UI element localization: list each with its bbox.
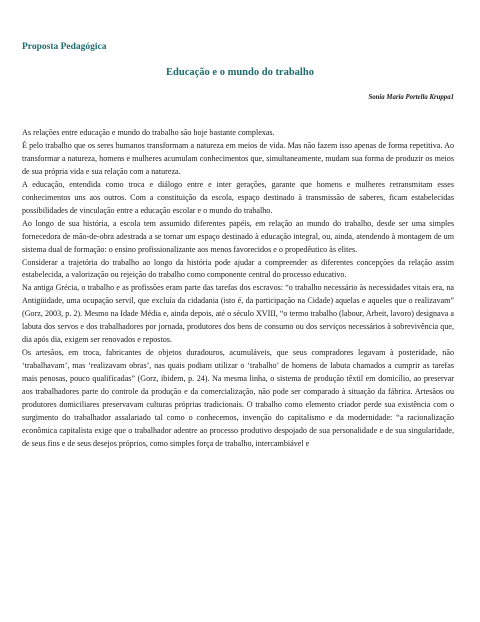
paragraph: É pelo trabalho que os seres humanos transformam a natureza em meios de vida. Mas não fazem isso apenas de forma repetitiva. Ao transformar a natureza, homens e mulheres acumulam conhecimentos que, simultaneamente, mudam sua forma de produzir os meios de sua própria vida e sua relação com a natureza. [22, 140, 454, 176]
section-label: Proposta Pedagógica [22, 42, 107, 52]
document-body [22, 127, 454, 451]
paragraph: A educação, entendida como troca e diálogo entre e inter gerações, garante que homens e mulheres retransmitam esses conhecimentos uns aos outros. Com a constituição da escola, espaço destinado à transmissão de saberes, ficam estabelecidas possibilidades de vinculação entre a educação escolar e o mundo do trabalho. [22, 179, 454, 215]
paragraph: Na antiga Grécia, o trabalho e as profissões eram parte das tarefas dos escravos: “o trabalho necessário às necessidades vitais era, na Antigüidade, uma ocupação servil, que excluía da cidadania (isto é, da participação na Cidade) aquelas e aqueles que o realizavam” (Gorz, 2003, p. 2). Mesmo na Idade Média e, ainda depois, até o século XVIII, “o termo trabalho (labour, Arbeit, lavoro) designava a labuta dos servos e dos trabalhadores por jornada, produtores dos bens de consumo ou dos serviços necessários à sobrevivência que, dia após dia, exigem ser renovados e repostos. [22, 283, 454, 345]
paragraph: Ao longo de sua história, a escola tem assumido diferentes papéis, em relação ao mundo do trabalho, desde ser uma simples fornecedora de mão-de-obra adestrada a se tornar um espaço destinado à educação integral, ou, ainda, atendendo à montagem de um sistema dual de formação: o ensino profissionalizante aos menos favorecidos e o propedêutico às elites. [22, 218, 454, 254]
author-name: Sonia Maria Portella Kruppa1 [368, 94, 454, 101]
paragraph: As relações entre educação e mundo do trabalho são hoje bastante complexas. [22, 128, 275, 137]
paragraph: Os artesãos, em troca, fabricantes de objetos duradouros, acumuláveis, que seus compradores legavam à posteridade, não ‘trabalhavam’, mas ‘realizavam obras’, nas quais podiam utilizar o ‘trabalho’ de homens de labuta chamados a cumprir as tarefas mais penosas, pouco qualificadas” (Gorz, ibidem, p. 24). Na mesma linha, o sistema de produção têxtil em domicílio, ao preservar aos trabalhadores parte do controle da produção e da comercialização, não pode ser comparado à situação da fábrica. Artesãos ou produtores domiciliares preservavam culturas próprias tradicionais. O trabalho como elemento criador perde sua existência com o surgimento do trabalhador assalariado tal como o conhecemos, invenção do capitalismo e da modernidade: “a racionalização econômica capitalista exige que o trabalhador adentre ao processo produtivo despojado de sua personalidade e de sua singularidade, de seus fins e de seus desejos próprios, como simples força de trabalho, intercambiável e [22, 348, 454, 448]
paragraph: Considerar a trajetória do trabalho ao longo da história pode ajudar a compreender as diferentes concepções da relação assim estabelecida, a valorização ou rejeição do trabalho como componente central do processo educativo. [22, 257, 454, 280]
document-title: Educação e o mundo do trabalho [166, 67, 314, 78]
